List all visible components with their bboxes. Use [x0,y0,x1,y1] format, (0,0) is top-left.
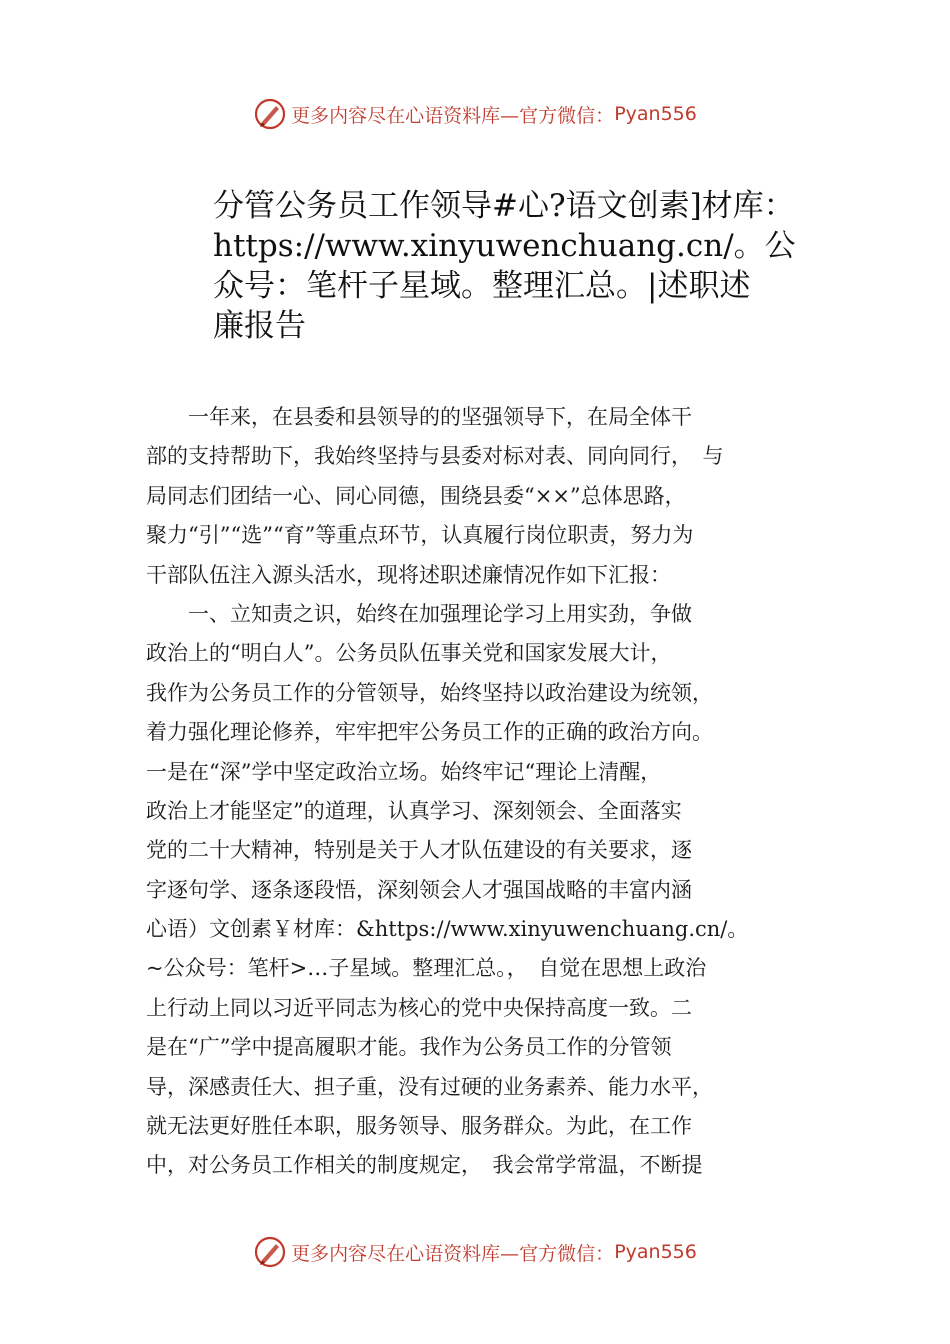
watermark-wechat-id: Pyan556 [614,1241,697,1263]
watermark-brand-text: 更多内容尽在心语资料库— [291,1242,520,1265]
body-line: 局同志们团结一心、同心同德，围绕县委“××”总体思路， [146,483,686,508]
watermark-wechat-id: Pyan556 [614,103,697,125]
pen-logo-icon [253,1235,287,1269]
watermark-wechat-label: 官方微信： [519,1242,615,1265]
header-watermark-banner [0,94,950,134]
body-line: 是在“广”学中提高履职才能。我作为公务员工作的分管领 [146,1035,672,1060]
body-line: 政治上的“明白人”。公务员队伍事关党和国家发展大计， [146,641,672,666]
body-line: 上行动上同以习近平同志为核心的党中央保持高度一致。二 [146,995,692,1020]
body-line: 部的支持帮助下，我始终坚持与县委对标对表、同向同行， 与 [146,444,724,469]
body-line: 着力强化理论修养，牢牢把牢公务员工作的正确的政治方向。 [146,720,713,745]
body-line: 心语）文创素￥材库：&https://www.xinyuwenchuang.cn/。 [146,917,749,942]
body-line: 一年来，在县委和县领导的的坚强领导下，在局全体干 [146,405,692,429]
body-line: 一是在“深”学中坚定政治立场。始终牢记“理论上清醒， [146,759,662,784]
body-line: 党的二十大精神，特别是关于人才队伍建设的有关要求，逐 [146,838,692,863]
watermark-wechat-label: 官方微信： [519,104,615,127]
body-line: 干部队伍注入源头活水，现将述职述廉情况作如下汇报： [146,562,671,587]
body-line: 一、立知责之识，始终在加强理论学习上用实劲，争做 [146,601,692,626]
document-body [146,398,846,1186]
title-line: https://www.xinyuwenchuang.cn/。公 [213,228,796,264]
body-line: 聚力“引”“选”“育”等重点环节，认真履行岗位职责，努力为 [146,523,694,548]
body-line: 导，深感责任大、担子重，没有过硬的业务素养、能力水平， [146,1074,713,1099]
body-line: 就无法更好胜任本职，服务领导、服务群众。为此，在工作 [146,1114,692,1139]
body-line: 我作为公务员工作的分管领导，始终坚持以政治建设为统领， [146,680,713,705]
watermark-brand-text: 更多内容尽在心语资料库— [291,104,520,127]
document-title [213,186,853,346]
body-line: ~公众号：笔杆>…子星域。整理汇总。， 自觉在思想上政治 [146,956,707,981]
footer-watermark-banner [0,1232,950,1272]
title-line: 众号：笔杆子星域。整理汇总。|述职述 [213,268,751,304]
body-line: 中，对公务员工作相关的制度规定， 我会常学常温，不断提 [146,1153,703,1178]
pen-logo-icon [253,97,287,131]
title-line: 分管公务员工作领导#心?语文创素]材库： [213,188,795,224]
body-line: 字逐句学、逐条逐段悟，深刻领会人才强国战略的丰富内涵 [146,877,692,902]
title-line: 廉报告 [213,308,306,344]
body-line: 政治上才能坚定”的道理，认真学习、深刻领会、全面落实 [146,798,682,823]
